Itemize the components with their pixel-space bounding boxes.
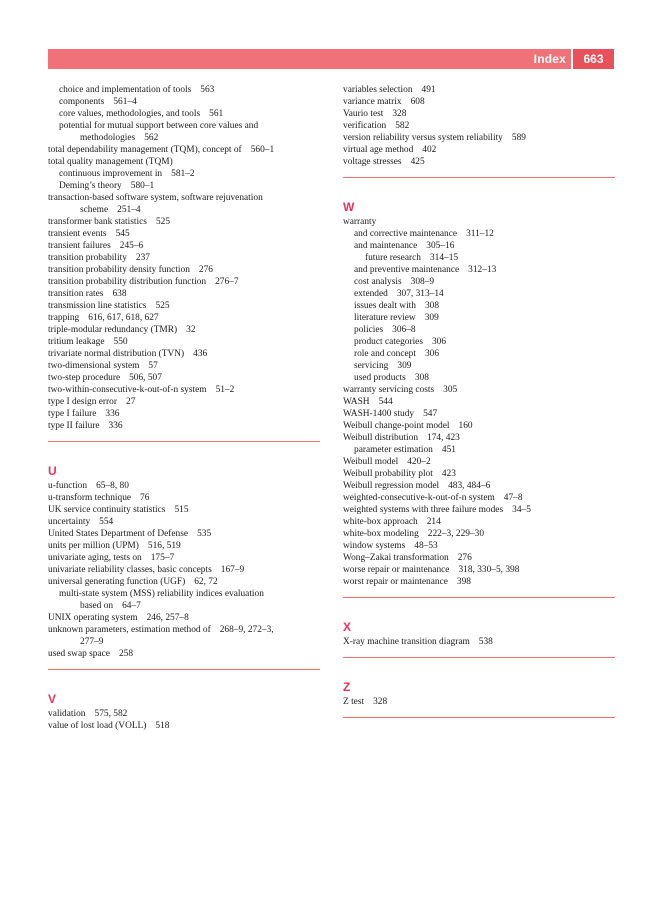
entry-term: trivariate normal distribution (TVN) [48,349,185,359]
entry-pages: 515 [174,505,189,515]
page-number: 663 [573,49,614,69]
entry-term: UNIX operating system [48,613,138,623]
entry-term: uncertainty [48,517,91,527]
entry-pages: 214 [426,517,441,527]
entry-pages: 258 [118,649,134,659]
entry-pages: 336 [105,409,120,419]
entry-pages: 307, 313–14 [396,289,444,299]
entry-term: version reliability versus system reliability [343,133,503,143]
entry-term: warranty servicing costs [343,385,435,395]
entry-term: two-within-consecutive-k-out-of-n system [48,385,207,395]
index-entry [343,288,615,300]
index-entry [48,600,320,612]
entry-term: transition rates [48,289,104,299]
index-entry [48,180,320,192]
index-entry [343,384,615,396]
entry-term: Wong–Zakai transformation [343,553,449,563]
index-entry [343,156,615,168]
entry-term: 277–9 [80,637,104,647]
entry-term: variance matrix [343,97,402,107]
index-entry [343,408,615,420]
index-entry [48,252,320,264]
entry-term: variables selection [343,85,413,95]
entry-term: transmission line statistics [48,301,147,311]
index-entry [343,696,615,708]
entry-term: used swap space [48,649,110,659]
entry-term: univariate aging, tests on [48,553,142,563]
entry-term: worst repair or maintenance [343,577,448,587]
entry-term: role and concept [354,349,416,359]
entry-term: and preventive maintenance [354,265,460,275]
index-entry [48,492,320,504]
entry-pages: 545 [115,229,130,239]
entry-term: Deming’s theory [59,181,122,191]
index-entry [343,492,615,504]
entry-pages: 525 [155,217,170,227]
entry-pages: 525 [155,301,170,311]
entry-pages: 582 [395,121,410,131]
entry-term: multi-state system (MSS) reliability indices evaluation [59,589,264,599]
entry-term: value of lost load (VOLL) [48,721,147,731]
index-entry [48,636,320,648]
index-list-u [48,480,320,660]
entry-pages: 563 [200,85,215,95]
index-entry [48,648,320,660]
entry-term: used products [354,373,406,383]
index-entry [343,108,615,120]
entry-term: transient failures [48,241,111,251]
entry-pages: 638 [112,289,127,299]
index-entry [48,276,320,288]
entry-term: type I failure [48,409,97,419]
entry-term: and corrective maintenance [354,229,458,239]
entry-pages: 160 [458,421,473,431]
entry-term: weighted-consecutive-k-out-of-n system [343,493,495,503]
letter-heading-u: U [48,464,57,478]
entry-term: Z test [343,697,365,707]
entry-pages: 48–53 [414,541,438,551]
index-entry [343,540,615,552]
entry-pages: 51–2 [215,385,235,395]
index-list-v-continued [343,84,615,168]
index-entry [343,504,615,516]
entry-term: transformer bank statistics [48,217,147,227]
entry-term: policies [354,325,384,335]
index-entry [343,132,615,144]
index-entry [343,444,615,456]
entry-pages: 328 [373,697,388,707]
entry-pages: 276 [457,553,472,563]
index-entry [48,624,320,636]
index-list-z [343,696,615,708]
entry-pages: 175–7 [150,553,175,563]
entry-term: virtual age method [343,145,414,155]
index-entry [48,708,320,720]
entry-term: UK service continuity statistics [48,505,166,515]
entry-term: units per million (UPM) [48,541,139,551]
entry-pages: 425 [410,157,425,167]
entry-term: univariate reliability classes, basic concepts [48,565,212,575]
entry-pages: 436 [193,349,208,359]
entry-pages: 251–4 [117,205,141,215]
entry-term: total dependability management (TQM), concept of [48,145,242,155]
letter-heading-v: V [48,692,57,706]
section-divider [48,669,320,670]
index-entry [343,336,615,348]
entry-pages: 246, 257–8 [146,613,189,623]
index-entry [48,120,320,132]
entry-term: methodologies [80,133,136,143]
index-entry [343,516,615,528]
entry-pages: 589 [511,133,526,143]
entry-pages: 562 [144,133,159,143]
index-entry [343,552,615,564]
entry-pages: 174, 423 [427,433,460,443]
index-entry [48,216,320,228]
entry-term: core values, methodologies, and tools [59,109,201,119]
index-entry [343,96,615,108]
index-entry [343,636,615,648]
entry-pages: 268–9, 272–3, [219,625,274,635]
entry-pages: 561–4 [113,97,137,107]
entry-pages: 306 [424,349,440,359]
index-entry [48,576,320,588]
index-entry [48,564,320,576]
entry-term: transition probability density function [48,265,190,275]
index-entry [343,120,615,132]
index-entry [48,132,320,144]
index-entry [48,324,320,336]
index-column-left [48,84,320,732]
entry-pages: 516, 519 [147,541,181,551]
index-entry [48,168,320,180]
index-entry [343,252,615,264]
index-entry [48,408,320,420]
index-entry [48,228,320,240]
index-entry [343,216,615,228]
entry-term: voltage stresses [343,157,402,167]
index-entry [343,528,615,540]
index-entry [343,396,615,408]
entry-pages: 311–12 [466,229,494,239]
entry-term: warranty [343,217,377,227]
entry-term: white-box modeling [343,529,419,539]
letter-heading-x: X [343,620,352,634]
entry-term: worse repair or maintenance [343,565,450,575]
entry-term: cost analysis [354,277,402,287]
entry-term: United States Department of Defense [48,529,189,539]
index-entry [48,612,320,624]
entry-pages: 305 [443,385,458,395]
index-entry [48,300,320,312]
index-entry [343,312,615,324]
entry-term: parameter estimation [354,445,433,455]
entry-term: u-function [48,481,88,491]
entry-term: and maintenance [354,241,418,251]
letter-heading-w: W [343,200,355,214]
index-entry [48,336,320,348]
entry-term: potential for mutual support between core values and [59,121,259,131]
entry-pages: 222–3, 229–30 [427,529,485,539]
entry-term: type II failure [48,421,100,431]
entry-term: Weibull distribution [343,433,419,443]
entry-term: Weibull probability plot [343,469,433,479]
entry-pages: 237 [135,253,150,263]
entry-pages: 245–6 [119,241,144,251]
index-list-w [343,216,615,588]
index-entry [48,264,320,276]
entry-pages: 402 [422,145,437,155]
entry-term: X-ray machine transition diagram [343,637,470,647]
entry-term: Weibull model [343,457,399,467]
entry-pages: 308 [424,301,440,311]
index-entry [48,480,320,492]
entry-pages: 581–2 [171,169,195,179]
entry-pages: 308–9 [410,277,435,287]
entry-pages: 491 [421,85,436,95]
index-entry [343,420,615,432]
entry-pages: 398 [456,577,471,587]
entry-pages: 561 [209,109,224,119]
entry-term: verification [343,121,387,131]
entry-pages: 616, 617, 618, 627 [88,313,159,323]
entry-term: Weibull regression model [343,481,440,491]
index-entry [48,240,320,252]
entry-term: window systems [343,541,406,551]
entry-pages: 506, 507 [129,373,162,383]
entry-pages: 314–15 [429,253,459,263]
entry-pages: 32 [186,325,196,335]
entry-term: type I design error [48,397,117,407]
entry-pages: 64–7 [122,601,141,611]
entry-pages: 518 [155,721,170,731]
entry-term: components [59,97,105,107]
entry-pages: 47–8 [503,493,523,503]
index-list-v [48,708,320,732]
entry-term: future research [365,253,421,263]
entry-term: white-box approach [343,517,418,527]
index-entry [48,204,320,216]
entry-term: scheme [80,205,109,215]
section-title: Index [533,52,566,66]
entry-pages: 554 [99,517,114,527]
index-entry [48,372,320,384]
index-entry [48,96,320,108]
entry-term: transient events [48,229,107,239]
index-entry [343,432,615,444]
entry-pages: 27 [126,397,136,407]
entry-pages: 57 [148,361,158,371]
index-entry [343,348,615,360]
entry-pages: 62, 72 [194,577,218,587]
entry-term: continuous improvement in [59,169,163,179]
entry-pages: 328 [392,109,407,119]
index-entry [48,156,320,168]
entry-pages: 544 [378,397,393,407]
entry-pages: 608 [410,97,425,107]
entry-pages: 276 [198,265,213,275]
index-entry [48,528,320,540]
entry-pages: 420–2 [407,457,431,467]
entry-term: literature review [354,313,416,323]
entry-term: WASH-1400 study [343,409,415,419]
index-entry [343,576,615,588]
entry-pages: 535 [197,529,212,539]
index-entry [48,504,320,516]
entry-term: transaction-based software system, software rejuvenation [48,193,263,203]
entry-term: two-dimensional system [48,361,140,371]
index-entry [48,192,320,204]
entry-term: two-step procedure [48,373,121,383]
entry-term: choice and implementation of tools [59,85,192,95]
entry-term: Weibull change-point model [343,421,450,431]
entry-pages: 308 [414,373,429,383]
index-entry [48,396,320,408]
section-divider [343,657,615,658]
entry-pages: 276–7 [215,277,239,287]
entry-term: issues dealt with [354,301,416,311]
index-entry [343,144,615,156]
entry-pages: 547 [423,409,438,419]
entry-term: based on [80,601,114,611]
section-divider [343,597,615,598]
index-entry [343,324,615,336]
entry-term: servicing [354,361,389,371]
index-entry [343,480,615,492]
index-entry [48,516,320,528]
entry-term: product categories [354,337,423,347]
index-entry [48,288,320,300]
entry-pages: 318, 330–5, 398 [458,565,520,575]
index-entry [343,300,615,312]
entry-term: universal generating function (UGF) [48,577,186,587]
entry-pages: 305–16 [426,241,455,251]
entry-pages: 306 [431,337,447,347]
letter-heading-z: Z [343,680,351,694]
index-entry [343,264,615,276]
entry-term: triple-modular redundancy (TMR) [48,325,178,335]
index-entry [48,552,320,564]
entry-term: transition probability [48,253,127,263]
index-entry [343,276,615,288]
entry-pages: 306–8 [392,325,416,335]
entry-pages: 483, 484–6 [448,481,491,491]
index-entry [343,84,615,96]
index-column-right [343,84,615,718]
entry-term: WASH [343,397,370,407]
index-entry [48,384,320,396]
entry-term: weighted systems with three failure modes [343,505,504,515]
section-divider [343,177,615,178]
entry-term: transition probability distribution function [48,277,207,287]
index-entry [48,84,320,96]
entry-pages: 538 [478,637,493,647]
index-list-t-continued [48,84,320,432]
entry-term: validation [48,709,86,719]
index-entry [48,312,320,324]
index-entry [343,564,615,576]
entry-pages: 309 [397,361,412,371]
index-entry [48,588,320,600]
index-entry [48,144,320,156]
index-entry [343,360,615,372]
index-entry [343,372,615,384]
section-divider [48,441,320,442]
index-entry [48,540,320,552]
entry-pages: 65–8, 80 [96,481,129,491]
index-list-x [343,636,615,648]
entry-pages: 312–13 [468,265,497,275]
entry-pages: 575, 582 [94,709,128,719]
entry-term: u-transform technique [48,493,132,503]
entry-pages: 167–9 [220,565,245,575]
entry-pages: 309 [424,313,439,323]
entry-pages: 560–1 [250,145,275,155]
index-entry [48,720,320,732]
entry-pages: 451 [441,445,456,455]
entry-term: total quality management (TQM) [48,157,173,167]
entry-pages: 423 [441,469,456,479]
entry-term: trapping [48,313,80,323]
index-entry [48,420,320,432]
entry-term: unknown parameters, estimation method of [48,625,211,635]
entry-pages: 76 [140,493,150,503]
entry-pages: 550 [113,337,128,347]
section-divider [343,717,615,718]
index-entry [48,348,320,360]
entry-term: extended [354,289,388,299]
index-entry [343,228,615,240]
index-entry [343,240,615,252]
index-entry [343,456,615,468]
entry-pages: 34–5 [512,505,531,515]
entry-pages: 580–1 [130,181,155,191]
entry-term: Vaurio test [343,109,384,119]
entry-term: tritium leakage [48,337,105,347]
index-entry [343,468,615,480]
index-entry [48,108,320,120]
index-entry [48,360,320,372]
header-band [48,49,614,69]
entry-pages: 336 [108,421,123,431]
